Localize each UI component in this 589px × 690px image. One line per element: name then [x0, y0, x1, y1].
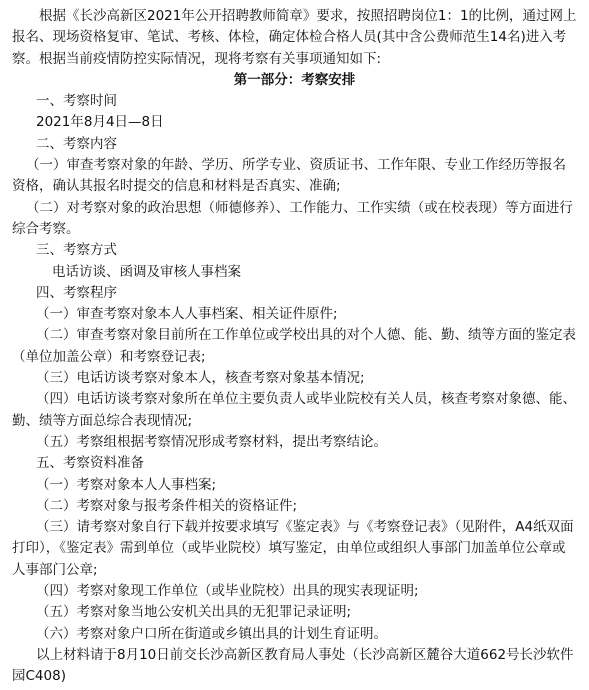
method-section-value: 电话访谈、函调及审核人事档案 — [52, 263, 241, 280]
part-title: 第一部分：考察安排 — [233, 71, 356, 88]
materials-section-title: 五、考察资料准备 — [36, 455, 144, 472]
materials-item-1: （一）考察对象本人人事档案; — [36, 476, 217, 493]
procedure-item-2: （二）审查考察对象目前所在工作单位或学校出具的对个人德、能、勤、绩等方面的鉴定表（单位加盖公章）和考察登记表; — [12, 327, 576, 365]
materials-item-2: （二）考察对象与报考条件相关的资格证件; — [36, 497, 298, 514]
method-section-title: 三、考察方式 — [36, 242, 117, 259]
content-item-2: （二）对考察对象的政治思想（师德修养）、工作能力、工作实绩（或在校表现）等方面进行综合考察。 — [12, 199, 573, 237]
time-section-title: 一、考察时间 — [36, 93, 117, 110]
procedure-item-5: （五）考察组根据考察情况形成考察材料，提出考察结论。 — [36, 433, 387, 450]
intro-paragraph: 根据《长沙高新区2021年公开招聘教师简章》要求，按照招聘岗位1：1的比例，通过网上报名、现场资格复审、笔试、考核、体检，确定体检合格人员(其中含公费师范生14名)进入考察。根据当前疫情防控实际情况，现将考察有关事项通知如下: — [12, 8, 577, 67]
content-section-title: 二、考察内容 — [36, 135, 117, 152]
submission-note: 以上材料请于8月10日前交长沙高新区教育局人事处（长沙高新区麓谷大道662号长沙软件园C408) — [12, 646, 574, 685]
time-section-value: 2021年8月4日—8日 — [36, 114, 164, 131]
materials-item-4: （四）考察对象现工作单位（或毕业院校）出具的现实表现证明; — [36, 583, 419, 600]
materials-item-6: （六）考察对象户口所在街道或乡镇出具的计划生育证明。 — [36, 625, 387, 642]
materials-item-5: （五）考察对象当地公安机关出具的无犯罪记录证明; — [36, 604, 352, 621]
procedure-item-3: （三）电话访谈考察对象本人，核查考察对象基本情况; — [36, 370, 365, 387]
procedure-item-1: （一）审查考察对象本人人事档案、相关证件原件; — [36, 306, 338, 323]
procedure-item-4: （四）电话访谈考察对象所在单位主要负责人或毕业院校有关人员，核查考察对象德、能、勤、绩等方面总综合表现情况; — [12, 391, 576, 429]
content-item-1: （一）审查考察对象的年龄、学历、所学专业、资质证书、工作年限、专业工作经历等报名资格，确认其报名时提交的信息和材料是否真实、准确; — [12, 157, 566, 195]
procedure-section-title: 四、考察程序 — [36, 284, 117, 301]
materials-item-3: （三）请考察对象自行下载并按要求填写《鉴定表》与《考察登记表》（见附件，A4纸双面打印），《鉴定表》需到单位（或毕业院校）填写鉴定，由单位或组织人事部门加盖单位公章或人事部门公章; — [12, 519, 574, 578]
